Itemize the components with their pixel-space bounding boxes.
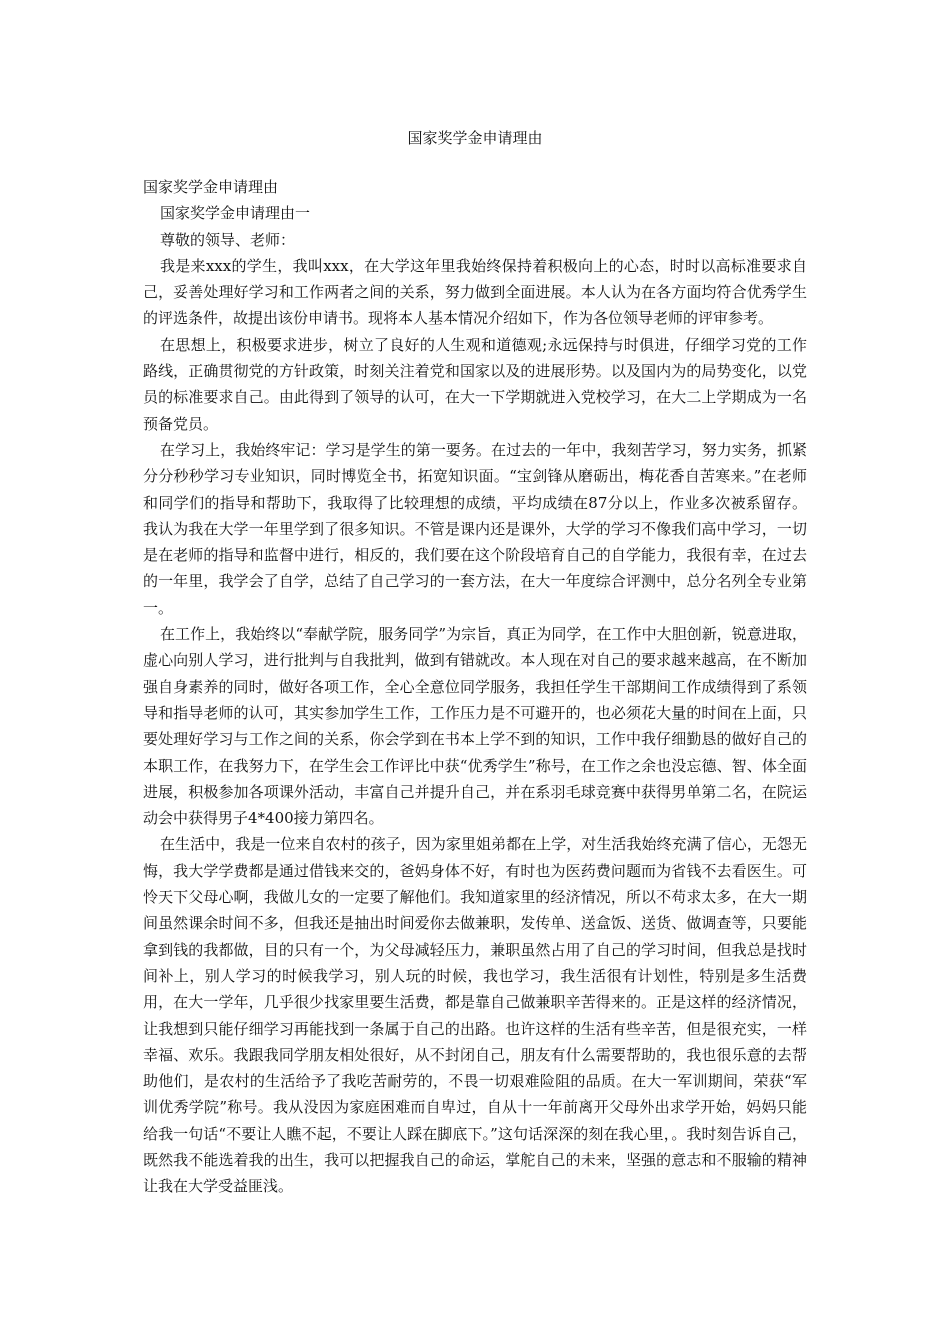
paragraph-life: 在生活中，我是一位来自农村的孩子，因为家里姐弟都在上学，对生活我始终充满了信心，无怨无悔，我大学学费都是通过借钱来交的，爸妈身体不好，有时也为医药费问题而为省钱不去看医生。可怜天下父母心啊，我做儿女的一定要了解他们。我知道家里的经济情况，所以不苟求太多，在大一期间虽然课余时间不多，但我还是抽出时间爱你去做兼职，发传单、送盒饭、送货、做调查等，只要能拿到钱的我都做，目的只有一个，为父母减轻压力，兼职虽然占用了自己的学习时间，但我总是找时间补上，别人学习的时候我学习，别人玩的时候，我也学习，我生活很有计划性，特别是多生活费用，在大一学年，几乎很少找家里要生活费，都是靠自己做兼职辛苦得来的。正是这样的经济情况，让我想到只能仔细学习再能找到一条属于自己的出路。也许这样的生活有些辛苦，但是很充实，一样幸福、欢乐。我跟我同学朋友相处很好，从不封闭自己，朋友有什么需要帮助的，我也很乐意的去帮助他们，是农村的生活给予了我吃苦耐劳的，不畏一切艰难险阻的品质。在大一军训期间，荣获“军训优秀学院”称号。我从没因为家庭困难而自卑过，自从十一年前离开父母外出求学开始，妈妈只能给我一句话“不要让人瞧不起，不要让人踩在脚底下。”这句话深深的刻在我心里，。我时刻告诉自己，既然我不能选着我的出生，我可以把握我自己的命运，掌舵自己的未来，坚强的意志和不服输的精神让我在大学受益匪浅。 <box>143 835 807 1196</box>
paragraph-intro: 我是来xxx的学生，我叫xxx，在大学这年里我始终保持着积极向上的心态，时时以高标准要求自己，妥善处理好学习和工作两者之间的关系，努力做到全面进展。本人认为在各方面均符合优秀学生的评选条件，故提出该份申请书。现将本人基本情况介绍如下，作为各位领导老师的评审参考。 <box>143 256 807 328</box>
paragraph-ideology: 在思想上，积极要求进步，树立了良好的人生观和道德观;永远保持与时俱进，仔细学习党的工作路线，正确贯彻党的方针政策，时刻关注着党和国家以及的进展形势。以及国内为的局势变化，以党员的标准要求自己。由此得到了领导的认可，在大一下学期就进入党校学习，在大二上学期成为一名预备党员。 <box>143 335 807 433</box>
paragraph-work: 在工作上，我始终以“奉献学院，服务同学”为宗旨，真正为同学，在工作中大胆创新，锐意进取，虚心向别人学习，进行批判与自我批判，做到有错就改。本人现在对自己的要求越来越高，在不断加强自身素养的同时，做好各项工作，全心全意位同学服务，我担任学生干部期间工作成绩得到了系领导和指导老师的认可，其实参加学生工作，工作压力是不可避开的，也必须花大量的时间在上面，只要处理好学习与工作之间的关系，你会学到在书本上学不到的知识，工作中我仔细勤恳的做好自己的本职工作，在我努力下，在学生会工作评比中获“优秀学生”称号，在工作之余也没忘德、智、体全面进展，积极参加各项课外活动，丰富自己并提升自己，并在系羽毛球竞赛中获得男单第二名，在院运动会中获得男子4*400接力第四名。 <box>143 625 807 828</box>
document-body <box>143 174 807 1200</box>
paragraph-study: 在学习上，我始终牢记：学习是学生的第一要务。在过去的一年中，我刻苦学习，努力实务，抓紧分分秒秒学习专业知识，同时博览全书，拓宽知识面。“宝剑锋从磨砺出，梅花香自苦寒来。”在老师和同学们的指导和帮助下，我取得了比较理想的成绩，平均成绩在87分以上，作业多次被系留存。我认为我在大学一年里学到了很多知识。不管是课内还是课外，大学的学习不像我们高中学习，一切是在老师的指导和监督中进行，相反的，我们要在这个阶段培育自己的自学能力，我很有幸，在过去的一年里，我学会了自学，总结了自己学习的一套方法，在大一年度综合评测中，总分名列全专业第一。 <box>143 440 807 617</box>
document-subheading: 国家奖学金申请理由一 <box>160 204 311 223</box>
document-heading: 国家奖学金申请理由 <box>143 178 279 196</box>
document-title: 国家奖学金申请理由 <box>407 129 543 147</box>
salutation: 尊敬的领导、老师： <box>160 230 296 249</box>
